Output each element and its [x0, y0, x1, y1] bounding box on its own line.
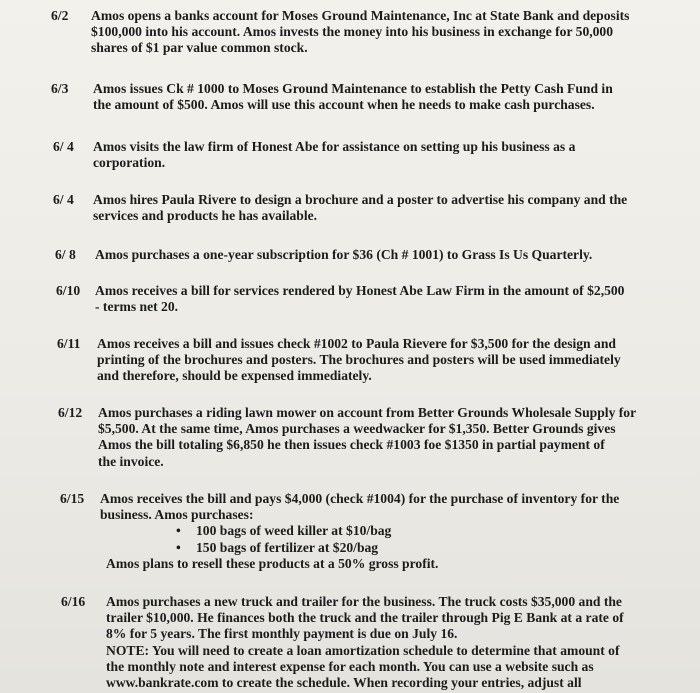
entry-date: 6/15 [60, 491, 85, 506]
entry-line: Amos purchases a new truck and trailer for the business. The truck costs $35,000 and the [106, 594, 622, 609]
entry-line: $5,500. At the same time, Amos purchases a weedwacker for $1,350. Better Grounds gives [98, 421, 616, 437]
entry-date: 6/ 8 [55, 247, 76, 262]
entry-line: Amos the bill totaling $6,850 he then issues check #1003 foe $1350 in partial payment of [98, 437, 605, 453]
entry-line: Amos issues Ck # 1000 to Moses Ground Maintenance to establish the Petty Cash Fund in [93, 81, 613, 96]
entry-line: Amos purchases a riding lawn mower on account from Better Grounds Wholesale Supply for [98, 405, 637, 420]
entry-line: Amos hires Paula Rivere to design a brochure and a poster to advertise his company and the [93, 192, 628, 207]
entry-date: 6/11 [57, 336, 81, 351]
entry-date: 6/12 [58, 405, 83, 420]
entry-line: the monthly note and interest expense for each month. You can use a website such as [106, 658, 594, 674]
entry-text [97, 336, 682, 385]
entry-date: 6/2 [51, 8, 69, 23]
entry-line: the amount of $500. Amos will use this account when he needs to make cash purchases. [93, 97, 595, 113]
entry-line: services and products he has available. [93, 208, 318, 224]
entry-text [98, 405, 682, 470]
entry-line: 8% for 5 years. The first monthly payment is due on July 16. [106, 626, 458, 642]
entry-line: Amos receives the bill and pays $4,000 (check #1004) for the purchase of inventory for the [100, 491, 620, 506]
entry-line: - terms net 20. [95, 299, 179, 315]
entry-text [100, 491, 682, 572]
entry-line: Amos opens a banks account for Moses Ground Maintenance, Inc at State Bank and deposits [91, 8, 630, 23]
entry-date: 6/3 [51, 81, 69, 96]
entry-line: Amos plans to resell these products at a 50% gross profit. [106, 555, 439, 571]
entry-line: printing of the brochures and posters. The brochures and posters will be used immediately [97, 352, 621, 368]
entry-line: NOTE: You will need to create a loan amortization schedule to determine that amount of [106, 642, 620, 658]
entry-line: and therefore, should be expensed immediately. [97, 368, 372, 384]
entry-text [106, 594, 682, 691]
entry-date: 6/ 4 [53, 139, 74, 154]
list-item: • 100 bags of weed killer at $10/bag [170, 523, 682, 539]
entry-text [91, 8, 682, 57]
entry-text [93, 139, 682, 171]
entry-line: the invoice. [98, 453, 164, 469]
entry-date: 6/ 4 [53, 192, 74, 207]
entry-text [95, 247, 682, 263]
entry-date: 6/10 [56, 283, 81, 298]
entry-line: www.bankrate.com to create the schedule. When recording your entries, adjust all [106, 675, 582, 691]
entry-line: $100,000 into his account. Amos invests the money into his business in exchange for 50,000 [91, 24, 614, 40]
entry-line: corporation. [93, 155, 166, 171]
entry-text [95, 283, 682, 315]
entry-text [93, 192, 682, 224]
entry-text [93, 81, 682, 113]
entry-line: Amos visits the law firm of Honest Abe for assistance on setting up his business as a [93, 139, 576, 154]
entry-line: trailer $10,000. He finances both the truck and the trailer through Pig E Bank at a rate of [106, 610, 624, 626]
entry-date: 6/16 [61, 594, 86, 609]
entry-line: Amos receives a bill for services rendered by Honest Abe Law Firm in the amount of $2,500 [95, 283, 625, 298]
entry-line: shares of $1 par value common stock. [91, 40, 308, 56]
entry-line: Amos purchases a one-year subscription for $36 (Ch # 1001) to Grass Is Us Quarterly. [95, 247, 593, 262]
list-item: • 150 bags of fertilizer at $20/bag [170, 540, 682, 556]
purchase-list [100, 523, 682, 555]
entry-line: Amos receives a bill and issues check #1002 to Paula Rievere for $3,500 for the design and [97, 336, 616, 351]
entry-line: business. Amos purchases: [100, 507, 254, 523]
